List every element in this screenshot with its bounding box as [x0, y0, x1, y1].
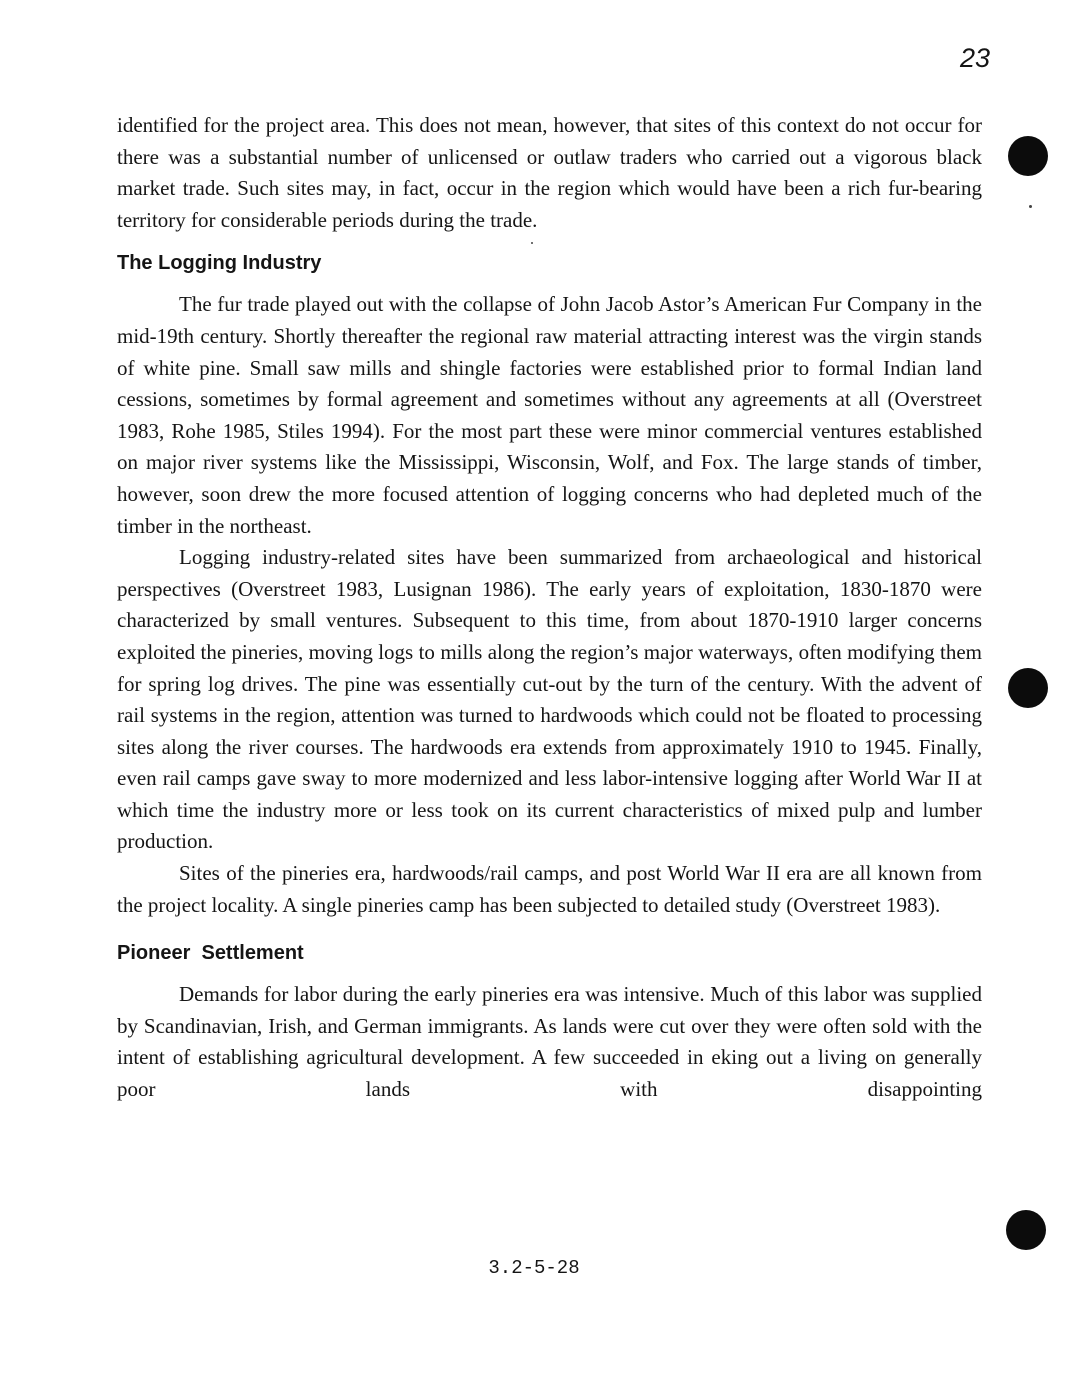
body-text — [117, 110, 982, 1106]
punch-hole-bottom — [1006, 1210, 1046, 1250]
logging-paragraph-3: Sites of the pineries era, hardwoods/rail camps, and post World War II era are all known from the project locality. A single pineries camp has been subjected to detailed study (Overstreet 1983). — [117, 861, 982, 917]
punch-hole-top — [1008, 136, 1048, 176]
page-number: 23 — [959, 43, 990, 73]
pioneer-paragraph-1: Demands for labor during the early pineries era was intensive. Much of this labor was supplied by Scandinavian, Irish, and German immigrants. As lands were cut over they were often sold with the intent of establishing agricultural development. A few succeeded in eking out a living on generally poor lands with disappointing — [117, 982, 982, 1102]
scan-speck — [1029, 205, 1032, 208]
section-heading-logging: The Logging Industry — [117, 252, 322, 275]
logging-paragraph-1: The fur trade played out with the collapse of John Jacob Astor’s American Fur Company in the mid-19th century. Shortly thereafter the regional raw material attracting interest was the virgin stands of white pine. Small saw mills and shingle factories were established prior to formal Indian land cessions, sometimes by formal agreement and sometimes without any agreements at all (Overstreet 1983, Rohe 1985, Stiles 1994). For the most part these were minor commercial ventures established on major river systems like the Mississippi, Wisconsin, Wolf, and Fox. The large stands of timber, however, soon drew the more focused attention of logging concerns who had depleted much of the timber in the northeast. — [117, 292, 982, 538]
document-code: 3.2-5-28 — [488, 1257, 580, 1279]
section-heading-pioneer: Pioneer Settlement — [117, 942, 304, 965]
punch-hole-middle — [1008, 668, 1048, 708]
logging-paragraph-2: Logging industry-related sites have been summarized from archaeological and historical perspectives (Overstreet 1983, Lusignan 1986). The early years of exploitation, 1830-1870 were characterized by small ventures. Subsequent to this time, from about 1870-1910 larger concerns exploited the pineries, moving logs to mills along the region’s major waterways, often modifying them for spring log drives. The pine was essentially cut-out by the turn of the century. With the advent of rail systems in the region, attention was turned to hardwoods which could not be floated to processing sites along the river courses. The hardwoods era extends from approximately 1910 to 1945. Finally, even rail camps gave sway to more modernized and less labor-intensive logging after World War II at which time the industry more or less took on its current characteristics of mixed pulp and lumber production. — [117, 545, 982, 854]
intro-paragraph: identified for the project area. This does not mean, however, that sites of this context do not occur for there was a substantial number of unlicensed or outlaw traders who carried out a vigorous black market trade. Such sites may, in fact, occur in the region which would have been a rich fur-bearing territory for considerable periods during the trade. — [117, 113, 982, 232]
